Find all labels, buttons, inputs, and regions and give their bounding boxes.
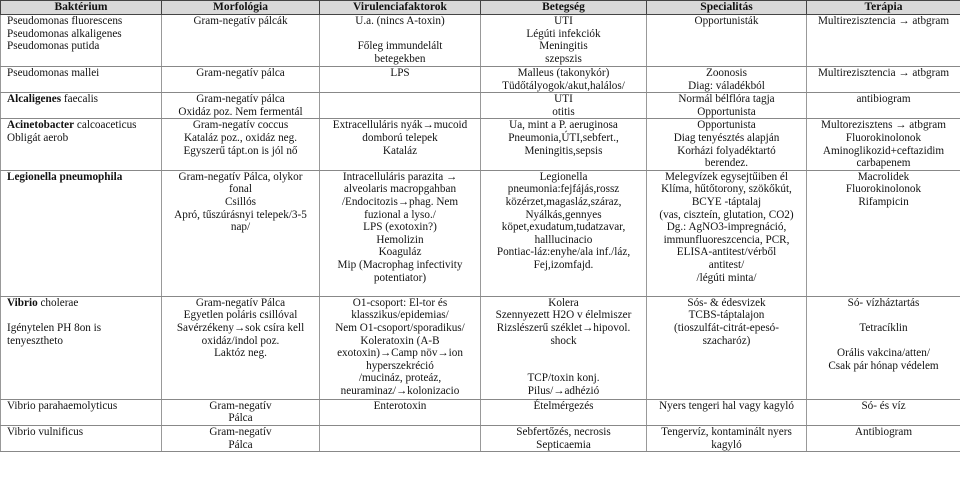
cell-virulence [320,170,481,296]
cell-line: O1-csoport: El-tor és [352,296,448,309]
cell-line: szepszis [545,52,582,65]
cell-line: berendez. [704,157,749,170]
cell-line: Opportunisták [694,15,759,27]
cell-line [809,335,958,348]
cell-line: Legionella [539,170,588,183]
cell-line: Pilus/→adhézió [527,384,600,397]
cell-line: Csillós [224,195,257,208]
cell-line: Koleratoxin (A-B [360,334,440,347]
cell-line: UTI [554,15,573,27]
cell-line: Antibiogram [854,425,913,438]
cell-line: Kolera [548,296,579,309]
cell-line [7,309,159,322]
cell-line: Csak pár hónap védelem [828,359,939,372]
cell-line: Diag tenyésztés alapján [673,131,780,144]
cell-line: Ua, mint a P. aeruginosa [509,119,618,132]
cell-line: Multirezisztencia → atbgram [817,15,950,27]
cell-line: Nyálkás,gennyes [525,208,602,221]
cell-line: Tetracíklin [859,321,908,334]
cell-virulence [320,93,481,119]
cell-disease [481,399,647,425]
cell-line: Vibrio cholerae [7,296,79,309]
cell-bacterium [1,399,162,425]
cell-line: U.a. (nincs A-toxin) [355,15,445,27]
cell-line: /Endocitozis→phag. Nem [341,195,459,208]
cell-line: betegekben [374,52,426,65]
cell-line: exotoxin)→Camp növ→ion [337,347,463,360]
cell-line: Alcaligenes faecalis [7,93,99,106]
cell-disease [481,425,647,451]
cell-line: Pseudomonas fluorescens [7,15,123,27]
cell-line [483,347,644,360]
cell-line: Fej,izomfajd. [533,258,594,271]
cell-morphology [162,399,320,425]
cell-line: Tengervíz, kontaminált nyers [661,425,792,438]
cell-line: Pálca [228,438,253,451]
cell-line: Pontiac-láz:enyhe/ala inf./láz, [496,246,631,259]
cell-line: Sós- & édesvizek [687,296,766,309]
cell-line: Gram-negatív pálcák [193,15,288,27]
cell-line: antitest/ [708,258,745,271]
cell-line: Gram-negatív Pálca, olykor [178,170,303,183]
cell-line: Aminoglikozid+ceftazidim [822,144,945,157]
cell-line: Fluorokinolonok [845,183,922,196]
cell-disease [481,119,647,170]
cell-line: Extracelluláris nyák→mucoid [332,119,468,132]
cell-special [647,93,807,119]
cell-line: TCP/toxin konj. [527,372,600,385]
cell-line: antibiogram [856,93,911,106]
cell-line: alveolaris macropgahban [343,183,457,196]
cell-morphology [162,425,320,451]
table-row [1,67,960,93]
cell-line: UTI [554,93,573,106]
cell-line: Acinetobacter calcoaceticus [7,119,137,132]
cell-morphology [162,170,320,296]
cell-line: Meningitis [539,40,588,53]
cell-line: pneumonia:fejfájás,rossz [507,183,620,196]
cell-line: Septicaemia [536,438,591,451]
cell-therapy [807,93,960,119]
cell-line: Gram-negatív pálca [196,67,285,79]
cell-line: Gram-negatív Pálca [195,296,286,309]
cell-line: ELISA-antitest/vérből [676,246,777,259]
cell-line: Legionella pneumophila [7,170,123,183]
cell-line: Meningitis,sepsis [524,144,603,157]
cell-line: Apró, tűszúrásnyi telepek/3-5 [174,208,307,221]
cell-morphology [162,93,320,119]
cell-therapy [807,15,960,67]
cell-line: Opportunista [697,105,756,118]
cell-virulence [320,296,481,399]
cell-line: Gram-negatív [209,425,272,438]
cell-line: Só- és víz [861,399,906,412]
cell-line: tenyesztheto [7,334,63,347]
cell-line: Dg.: AgNO3-impregnáció, [666,221,787,234]
cell-line: Egyetlen poláris csillóval [183,309,298,322]
cell-line: Főleg immundelált [357,40,443,53]
cell-line: Egyszerű tápt.on is jól nő [183,144,298,157]
cell-disease [481,170,647,296]
cell-special [647,119,807,170]
cell-line: Nyers tengeri hal vagy kagyló [659,399,794,412]
cell-line: Multorezisztens → atbgram [821,119,946,132]
cell-line: Malleus (takonykór) [517,67,610,79]
cell-line: /mucináz, proteáz, [358,372,442,385]
cell-line: kagyló [711,438,742,451]
cell-bacterium [1,93,162,119]
table-row [1,170,960,296]
cell-virulence [320,15,481,67]
cell-bacterium [1,425,162,451]
cell-line: shock [550,334,577,347]
cell-special [647,296,807,399]
cell-line [809,309,958,322]
cell-line: domború telepek [362,131,438,144]
cell-line: Rizslészerű széklet→hipovol. [496,321,631,334]
cell-special [647,425,807,451]
cell-line: Pseudomonas mallei [7,67,100,79]
cell-line: Obligát aerob [7,131,69,144]
cell-line: LPS (exotoxin?) [363,221,437,234]
cell-line: Normál bélflóra tagja [678,93,775,106]
cell-bacterium [1,15,162,67]
cell-line: halllucinacio [534,233,593,246]
cell-line: Vibrio vulnificus [7,425,84,438]
cell-line: Melegvízek egysejtűiben él [664,170,789,183]
cell-disease [481,93,647,119]
cell-line: neuraminaz/→kolonizacio [340,384,460,397]
table-row [1,93,960,119]
table-row [1,15,960,67]
cell-line: TCBS-táptalajon [688,309,765,322]
cell-therapy [807,67,960,93]
cell-line: klasszikus/epidemias/ [351,309,449,322]
cell-line: Enterotoxin [373,399,427,412]
cell-line: Opportunista [697,119,756,132]
cell-line: oxidáz/indol poz. [201,334,280,347]
col-header-speciality: Specialitás [647,1,807,15]
cell-line: Kataláz poz., oxidáz neg. [183,131,298,144]
cell-line: Tüdőtályogok/akut,halálos/ [502,79,625,92]
cell-morphology [162,296,320,399]
table-row [1,119,960,170]
cell-virulence [320,67,481,93]
cell-therapy [807,119,960,170]
cell-line: közérzet,magasláz,száraz, [505,195,622,208]
cell-special [647,170,807,296]
cell-line: Szennyezett H2O v élelmiszer [495,309,632,322]
cell-line: Zoonosis [705,67,748,79]
cell-line: Gram-negatív pálca [196,93,285,106]
cell-line: Kataláz [382,144,418,157]
cell-line: immunfluoreszcencia, PCR, [663,233,790,246]
header-row [1,1,960,15]
cell-bacterium [1,296,162,399]
cell-morphology [162,15,320,67]
cell-line: otitis [552,105,575,118]
cell-line: Vibrio parahaemolyticus [7,399,118,412]
col-header-morphology: Morfológia [162,1,320,15]
cell-line: Mip (Macrophag infectivity [337,258,463,271]
cell-line: LPS [390,67,410,79]
table-row [1,296,960,399]
cell-line: potentiator) [373,271,427,284]
cell-bacterium [1,119,162,170]
cell-bacterium [1,170,162,296]
cell-line [322,28,478,41]
cell-virulence [320,399,481,425]
cell-line: Klíma, hűtőtorony, szökőkút, [661,183,792,196]
table-row [1,425,960,451]
cell-therapy [807,399,960,425]
cell-line: carbapenem [856,157,911,170]
col-header-therapy: Terápia [807,1,960,15]
cell-line: (vas, ciszteín, glutation, CO2) [659,208,794,221]
cell-line: Rifampicin [858,195,909,208]
cell-special [647,67,807,93]
cell-line: Korházi folyadéktartó [677,144,776,157]
cell-line: /légúti minta/ [696,271,757,284]
table-row [1,399,960,425]
cell-line: Fluorokinolonok [845,131,922,144]
cell-line: (tioszulfát-citrát-epesó- [674,321,779,334]
cell-therapy [807,170,960,296]
cell-line: hyperszekréció [366,359,434,372]
cell-line: Pseudomonas putida [7,40,100,53]
cell-line: BCYE -táptalaj [691,195,762,208]
cell-line: Pseudomonas alkaligenes [7,27,122,40]
cell-line: Igénytelen PH 8on is [7,321,102,334]
cell-morphology [162,119,320,170]
cell-line: Légúti infekciók [526,27,601,40]
cell-line: Savérzékeny→sok csíra kell [176,321,305,334]
cell-line: Koaguláz [378,246,422,259]
cell-line: Macrolidek [857,170,910,183]
col-header-disease: Betegség [481,1,647,15]
cell-disease [481,67,647,93]
cell-line: Multirezisztencia → atbgram [817,67,950,79]
cell-line: Nem O1-csoport/sporadikus/ [335,321,465,334]
cell-line: nap/ [230,221,251,234]
cell-line: Orális vakcina/atten/ [837,347,930,360]
cell-morphology [162,67,320,93]
cell-line [483,360,644,373]
cell-therapy [807,296,960,399]
col-header-bacterium: Baktérium [1,1,162,15]
cell-line: Gram-negatív coccus [192,119,289,132]
cell-line: Pneumonia,ÚTI,sebfert., [508,131,619,144]
cell-line: fuzional a lyso./ [364,208,436,221]
cell-line: Sebfertőzés, necrosis [516,425,611,438]
cell-line: Só- vízháztartás [847,296,920,309]
cell-line: Gram-negatív [209,399,272,412]
cell-disease [481,15,647,67]
cell-special [647,399,807,425]
cell-virulence [320,425,481,451]
cell-disease [481,296,647,399]
cell-line: Pálca [228,412,253,425]
cell-line: Hemolizin [376,233,424,246]
cell-bacterium [1,67,162,93]
col-header-virulence: Virulenciafaktorok [320,1,481,15]
cell-line: köpet,exudatum,tudatzavar, [501,221,626,234]
cell-virulence [320,119,481,170]
cell-line: Diag: váladékból [688,79,765,92]
cell-line: Intracelluláris parazita → [342,170,458,183]
cell-special [647,15,807,67]
cell-line: Laktóz neg. [214,347,267,360]
cell-therapy [807,425,960,451]
cell-line: Oxidáz poz. Nem fermentál [178,105,303,118]
cell-line: Ételmérgezés [533,399,594,412]
cell-line: fonal [229,183,252,196]
cell-line: szacharóz) [702,334,751,347]
